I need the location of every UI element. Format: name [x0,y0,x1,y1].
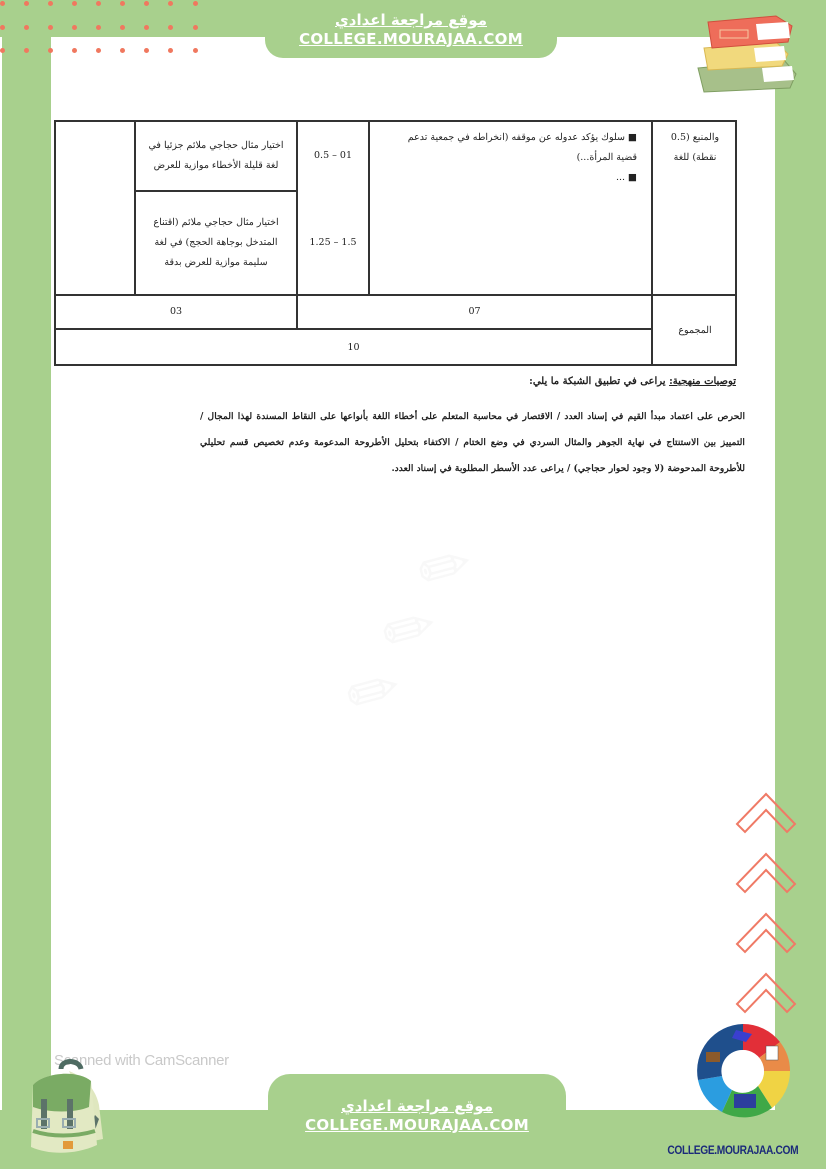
recommendations-body: الحرص على اعتماد مبدأ القيم في إسناد العدد / الاقتصار في محاسبة المتعلم على أخطاء اللغة بأنواعها على النقاط المسندة لهذا المجال / التمييز بين الاستنتاج في نهاية الجوهر والمثال السردي في وضع الختام / الاكتفاء بتحليل الأطروحة المدعومة وعدم تخصيص قسم تحليلي للأطروحة المدحوضة (لا وجود لحوار حجاجي) / يراعى عدد الأسطر المطلوبة في إسناد العدد. [200,411,745,474]
range-cell: 1.5 – 1.25 [309,237,357,248]
criterion-cell: والمنبع (0.5 نقطة) للغة [670,132,720,163]
subjects-circle-logo-icon[interactable] [696,1024,790,1118]
subtotal-left-cell: 03 [169,306,183,317]
site-url[interactable]: COLLEGE.MOURAJAA.COM [299,30,523,48]
level-description-cell: اختيار مثال حجاجي ملائم (اقتناع المتدخل بوجاهة الحجج) في لغة سليمة موازية للعرض بدقة [153,217,279,268]
level-description-cell: اختيار مثال حجاجي ملائم جزئيا في لغة قليلة الأخطاء موازية للعرض [148,140,284,171]
books-stack-icon [692,8,802,94]
total-label-cell: المجموع [678,325,712,336]
grading-table [54,120,737,366]
descriptor-item: ■ ... [615,172,637,183]
site-badge-top[interactable] [265,0,557,58]
chevrons-up-icon [733,790,799,1030]
dot-pattern [0,0,210,60]
backpack-icon [15,1055,115,1155]
site-name-ar: موقع مراجعة اعدادي [341,1097,493,1115]
logo-caption: COLLEGE.MOURAJAA.COM [667,1143,799,1157]
grand-total-cell: 10 [347,342,360,353]
descriptor-item: ■ سلوك يؤكد عدوله عن موقفه (انخراطه في جمعية تدعم قضية المرأة...) [407,132,637,163]
site-badge-bottom[interactable] [268,1074,566,1169]
descriptors-cell [370,122,651,294]
range-cell: 01 – 0.5 [314,150,352,161]
subtotal-right-cell: 07 [468,306,481,317]
faded-watermark: ✎ ✎ ✎ [329,526,490,733]
recommendations-title: توصيات منهجية: يراعى في تطبيق الشبكة ما يلي: [529,376,736,387]
site-name-ar: موقع مراجعة اعدادي [335,11,487,29]
scanner-watermark: Scanned with CamScanner [54,1052,229,1069]
site-url[interactable]: COLLEGE.MOURAJAA.COM [305,1116,529,1134]
